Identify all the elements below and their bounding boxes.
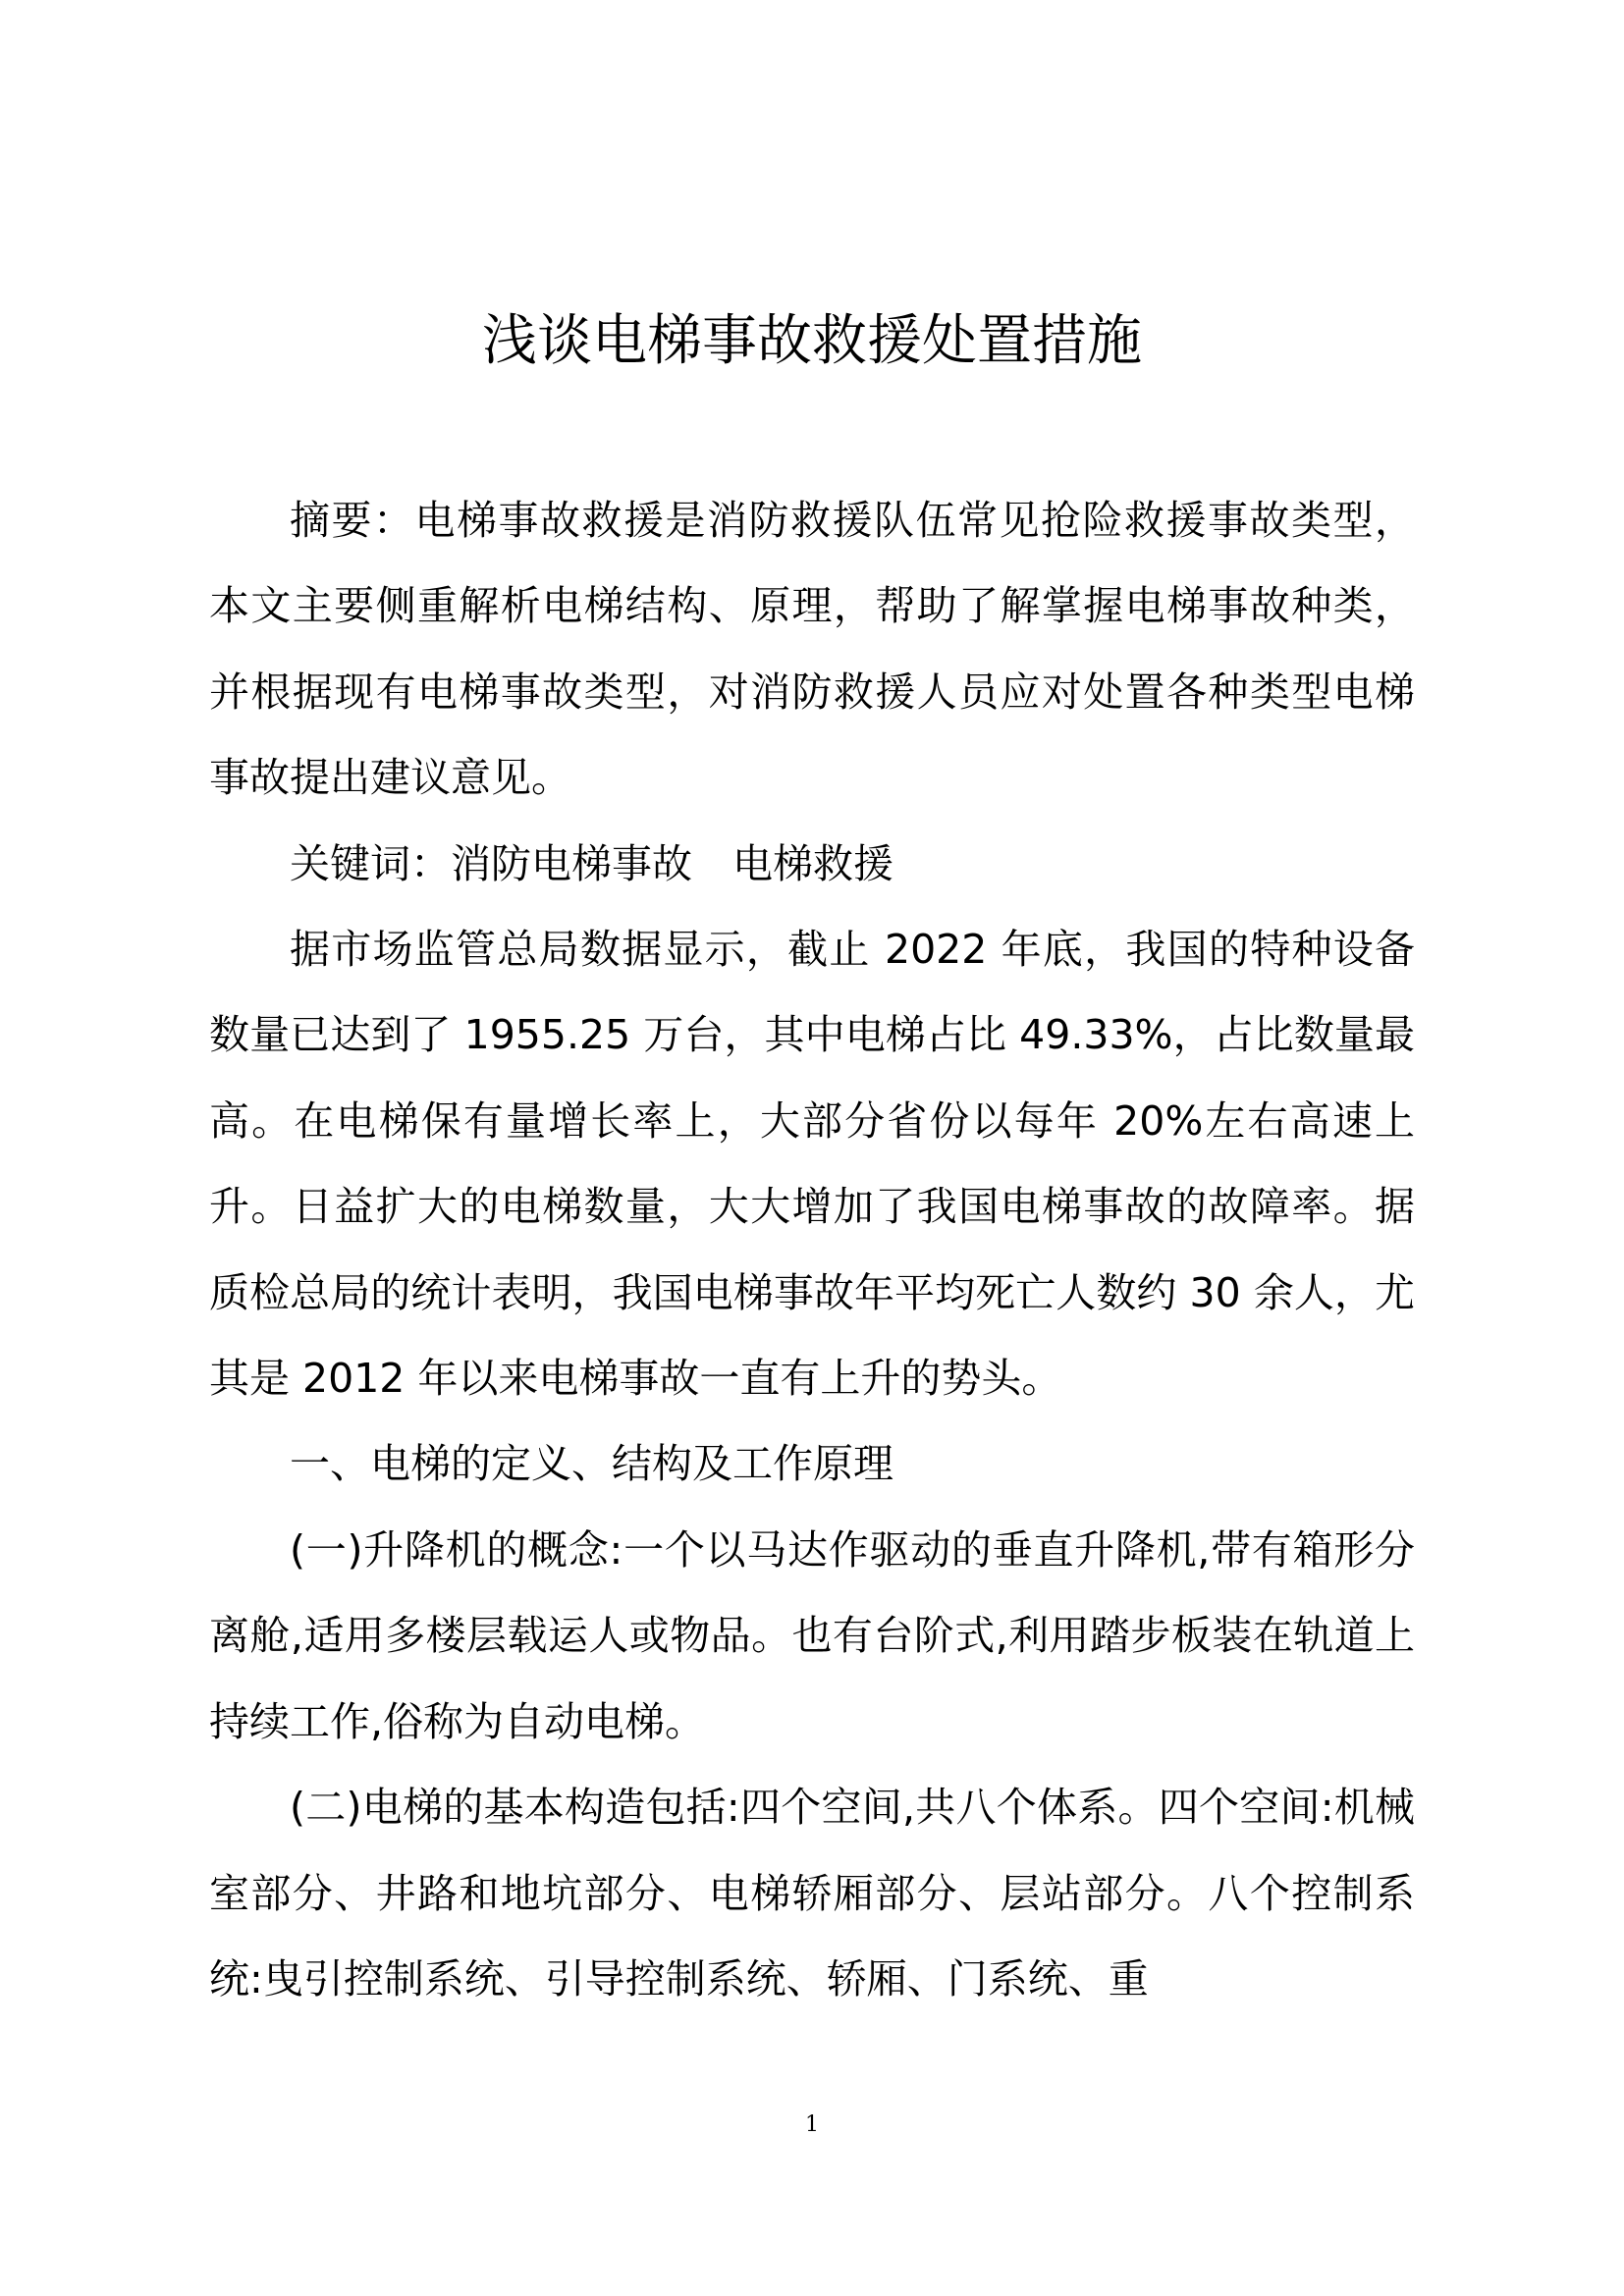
keywords-paragraph: 关键词：消防电梯事故 电梯救援 [290,839,893,887]
elevator-structure-paragraph: (二)电梯的基本构造包括:四个空间,共八个体系。四个空间:机械室部分、井路和地坑部分、电梯轿厢部分、层站部分。八个控制系统:曳引控制系统、引导控制系统、轿厢、门系统、重 [209,1784,1415,2002]
document-body [209,478,1415,2022]
page-number: 1 [805,2112,819,2137]
abstract-paragraph: 摘要：电梯事故救援是消防救援队伍常见抢险救援事故类型，本文主要侧重解析电梯结构、原理，帮助了解掌握电梯事故种类，并根据现有电梯事故类型，对消防救援人员应对处置各种类型电梯事故提出建议意见。 [209,497,1415,802]
document-title: 浅谈电梯事故救援处置措施 [482,309,1142,373]
statistics-paragraph: 据市场监管总局数据显示，截止 2022 年底，我国的特种设备数量已达到了 1955.25 万台，其中电梯占比 49.33%，占比数量最高。在电梯保有量增长率上，大部分省份以每年 20%左右高速上升。日益扩大的电梯数量，大大增加了我国电梯事故的故障率。据质检总局的统计表明，我国电梯事故年平均死亡人数约 30 余人，尤其是 2012 年以来电梯事故一直有上升的势头。 [209,926,1415,1403]
section-heading: 一、电梯的定义、结构及工作原理 [290,1440,893,1488]
elevator-concept-paragraph: (一)升降机的概念:一个以马达作驱动的垂直升降机,带有箱形分离舱,适用多楼层载运人或物品。也有台阶式,利用踏步板装在轨道上持续工作,俗称为自动电梯。 [209,1525,1415,1745]
